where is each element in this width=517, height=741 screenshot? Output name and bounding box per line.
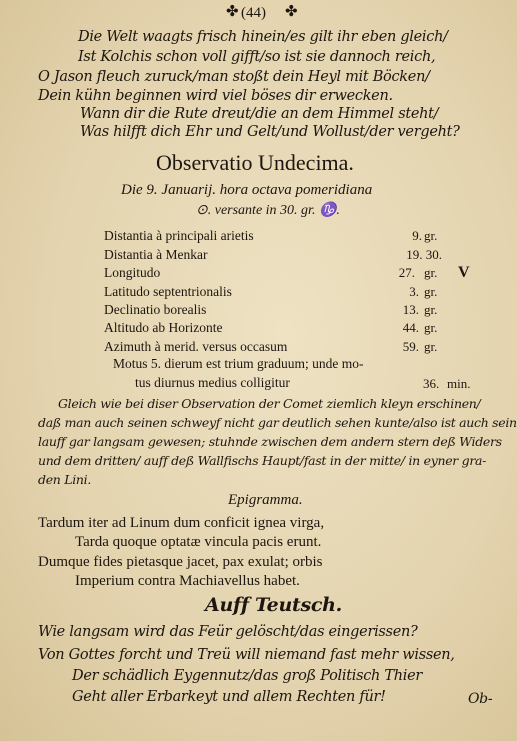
german-title: Auff Teutsch. [205,594,342,616]
poem-line: Dein kühn beginnen wird viel böses dir erwecken. [38,88,393,104]
observation-row [0,284,517,301]
sun-position-line: ⊙. versante in 30. gr. ♑. [196,203,340,218]
prose-line: und dem dritten/ auff deß Wallfischs Haupt/fast in der mitte/ in eyner gra- [38,453,487,468]
observation-row [0,320,517,337]
observation-label: Latitudo septentrionalis [104,284,232,299]
observation-unit: gr. [424,265,438,280]
observation-value: 59. [402,339,419,354]
observation-value: 19. 30. [406,247,442,262]
observation-value: 9. [412,228,422,243]
observation-row [0,247,517,264]
prose-line: lauff gar langsam gewesen; stuhnde zwischen dem andern stern deß Widers [38,434,502,449]
prose-line: den Lini. [38,472,92,487]
observation-label: Distantia à principali arietis [104,228,254,243]
motus-line: tus diurnus medius colligitur [135,375,290,390]
observation-row [0,265,517,282]
page-header-ornament-left: ✤ [226,4,239,20]
observation-unit: gr. [424,302,438,317]
observation-label: Longitudo [104,265,161,280]
observation-label: Azimuth à merid. versus occasum [104,339,288,354]
observation-unit: gr. [424,320,438,335]
observation-date-line: Die 9. Januarij. hora octava pomeridiana [121,182,373,198]
observation-value: 27. [398,265,415,280]
epigram-line: Dumque fides pietasque jacet, pax exulat; orbis [38,554,323,570]
poem-line: Die Welt waagts frisch hinein/es gilt ihr eben gleich/ [78,29,448,45]
german-verse: Der schädlich Eygennutz/das groß Politisch Thier [72,668,423,684]
section-heading: Observatio Undecima. [156,150,354,175]
catchword: Ob- [468,691,493,707]
poem-line: Wann dir die Rute dreut/die an dem Himmel steht/ [80,106,439,122]
observation-value: 44. [402,320,419,335]
motus-line: Motus 5. dierum est trium graduum; unde mo- [113,356,364,371]
epigram-line: Tardum iter ad Linum dum conficit ignea virga, [38,515,325,531]
epigram-line: Imperium contra Machiavellus habet. [75,573,300,589]
observation-unit: gr. [424,228,438,243]
observation-unit: gr. [424,339,438,354]
german-verse: Von Gottes forcht und Treü will niemand fast mehr wissen, [38,647,455,663]
german-verse: Geht aller Erbarkeyt und allem Rechten für! [72,689,386,705]
poem-line: Ist Kolchis schon voll gifft/so ist sie dannoch reich, [78,49,436,65]
german-verse: Wie langsam wird das Feür gelöscht/das eingerissen? [38,624,418,640]
poem-line: Was hilfft dich Ehr und Gelt/und Wollust/der vergeht? [80,124,460,140]
poem-line: O Jason fleuch zuruck/man stoßt dein Heyl mit Böcken/ [38,69,430,85]
observation-value: 13. [402,302,419,317]
motus-unit: min. [447,376,471,391]
page-header-ornament-right: ✤ [285,4,298,20]
prose-line: Gleich wie bei diser Observation der Comet ziemlich kleyn erschinen/ [58,396,481,411]
observation-row [0,228,517,245]
observation-row [0,302,517,319]
motus-value: 36. [423,376,440,391]
observation-unit: gr. [424,284,438,299]
observation-value: 3. [409,284,419,299]
observation-label: Declinatio borealis [104,302,207,317]
observation-row [0,339,517,356]
prose-line: daß man auch seinen schweyf nicht gar deutlich sehen kunte/also ist auch sein [38,415,517,430]
margin-mark: V [458,264,470,281]
observation-label: Distantia à Menkar [104,247,208,262]
page-number: (44) [241,5,266,21]
epigram-line: Tarda quoque optatæ vincula pacis erunt. [75,534,322,550]
observation-label: Altitudo ab Horizonte [104,320,223,335]
epigram-title: Epigramma. [228,492,303,508]
